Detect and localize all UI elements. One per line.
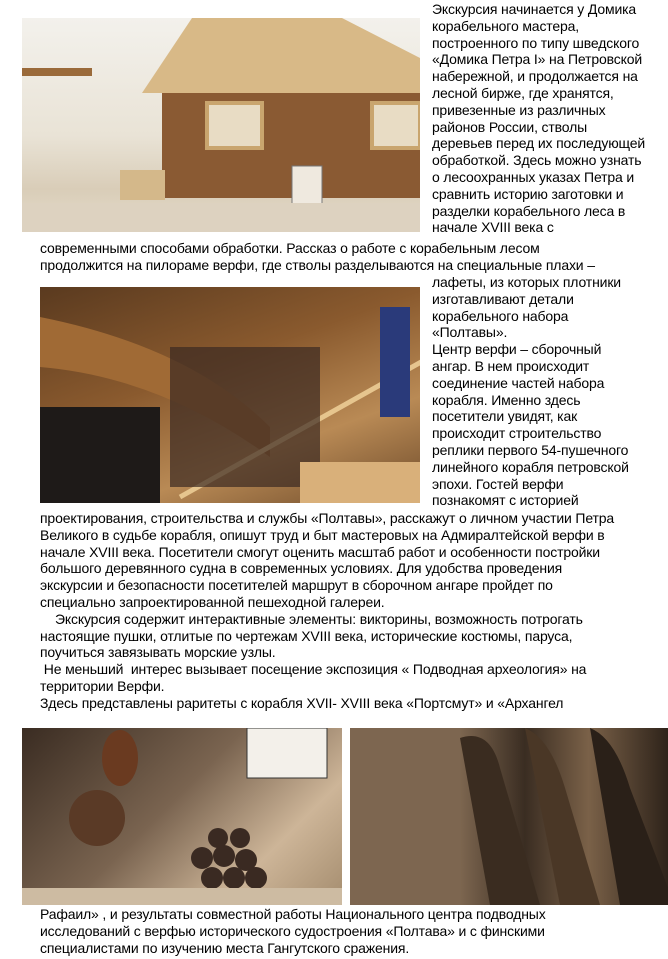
photo-assembly-hangar bbox=[40, 287, 420, 503]
house-illustration bbox=[22, 18, 420, 232]
text-line: деревьев перед их последующей bbox=[432, 135, 646, 152]
text-line: Экскурсия содержит интерактивные элементы: викторины, возможность потрогать bbox=[40, 610, 583, 627]
photo-cannonballs bbox=[22, 728, 342, 905]
text-line: посетители увидят, как bbox=[432, 408, 578, 425]
text-right-middle bbox=[432, 274, 629, 509]
text-line: Центр верфи – сборочный bbox=[432, 341, 602, 358]
text-line: начале XVIII века с bbox=[432, 219, 554, 236]
text-line: экскурсии и безопасности посетителей маршрут в сборочном ангаре пройдет по bbox=[40, 577, 553, 594]
text-line: эпохи. Гостей верфи bbox=[432, 475, 564, 492]
text-line: Экскурсия начинается у Домика bbox=[432, 1, 637, 17]
text-line: специалистами по изучению места Гангутского сражения. bbox=[40, 939, 410, 956]
text-line: большого деревянного судна в современных условиях. Для удобства проведения bbox=[40, 560, 563, 577]
cannonballs-illustration bbox=[22, 728, 342, 905]
text-line: о лесоохранных указах Петра и bbox=[432, 168, 635, 185]
intro-text-right bbox=[432, 1, 645, 236]
text-line: территории Верфи. bbox=[40, 677, 165, 694]
text-line: продолжится на пилораме верфи, где стволы разделываются на специальные плахи – bbox=[40, 256, 595, 273]
text-line: Здесь представлены раритеты с корабля XVII- XVIII века «Портсмут» и «Архангел bbox=[40, 694, 564, 711]
text-line: познакомят с историей bbox=[432, 492, 579, 509]
photo-shipmaster-house bbox=[22, 18, 420, 232]
text-line: Великого в судьбе корабля, опишут труд и быт мастеровых на Адмиралтейской верфи в bbox=[40, 526, 605, 543]
text-line: начале XVIII века. Посетители смогут оценить масштаб работ и особенности постройки bbox=[40, 543, 600, 560]
text-line: разделки корабельного леса в bbox=[432, 202, 626, 219]
text-line: Рафаил» , и результаты совместной работы Национального центра подводных bbox=[40, 906, 546, 922]
photo-ship-timbers bbox=[350, 728, 668, 905]
text-line: соединение частей набора bbox=[432, 374, 605, 391]
text-line: поучиться завязывать морские узлы. bbox=[40, 644, 276, 661]
hangar-illustration bbox=[40, 287, 420, 503]
text-line: настоящие пушки, отлитые по чертежам XVIII века, исторические костюмы, паруса, bbox=[40, 627, 573, 644]
text-line: исследований с верфью исторического судостроения «Полтава» и с финскими bbox=[40, 922, 545, 939]
text-line: «Домика Петра I» на Петровской bbox=[432, 51, 643, 68]
text-line: сравнить историю заготовки и bbox=[432, 185, 624, 202]
text-line: реплики первого 54-пушечного bbox=[432, 441, 629, 458]
timbers-illustration bbox=[350, 728, 668, 905]
text-line: корабельного мастера, bbox=[432, 17, 580, 34]
text-line: ангар. В нем происходит bbox=[432, 357, 590, 374]
text-line: изготавливают детали bbox=[432, 290, 574, 307]
text-line: набережной, и продолжается на bbox=[432, 68, 638, 85]
text-bottom bbox=[40, 906, 546, 956]
text-line: районов России, стволы bbox=[432, 118, 588, 135]
text-line: лафеты, из которых плотники bbox=[432, 274, 621, 290]
text-line: линейного корабля петровской bbox=[432, 458, 629, 475]
text-full-width-1 bbox=[40, 240, 595, 274]
text-line: современными способами обработки. Рассказ о работе с корабельным лесом bbox=[40, 240, 540, 256]
text-line: «Полтавы». bbox=[432, 324, 508, 341]
text-full-width-2 bbox=[40, 510, 614, 712]
text-line: обработкой. Здесь можно узнать bbox=[432, 152, 642, 169]
text-line: проектирования, строительства и службы «Полтавы», расскажут о личном участии Петра bbox=[40, 510, 615, 526]
text-line: лесной бирже, где хранятся, bbox=[432, 84, 614, 101]
text-line: Не меньший интерес вызывает посещение экспозиция « Подводная археология» на bbox=[40, 661, 587, 678]
text-line: корабельного набора bbox=[432, 307, 569, 324]
text-line: привезенные из различных bbox=[432, 101, 606, 118]
text-line: построенного по типу шведского bbox=[432, 34, 640, 51]
text-line: корабля. Именно здесь bbox=[432, 391, 581, 408]
text-line: специально запроектированной пешеходной галереи. bbox=[40, 593, 385, 610]
text-line: происходит строительство bbox=[432, 425, 602, 442]
